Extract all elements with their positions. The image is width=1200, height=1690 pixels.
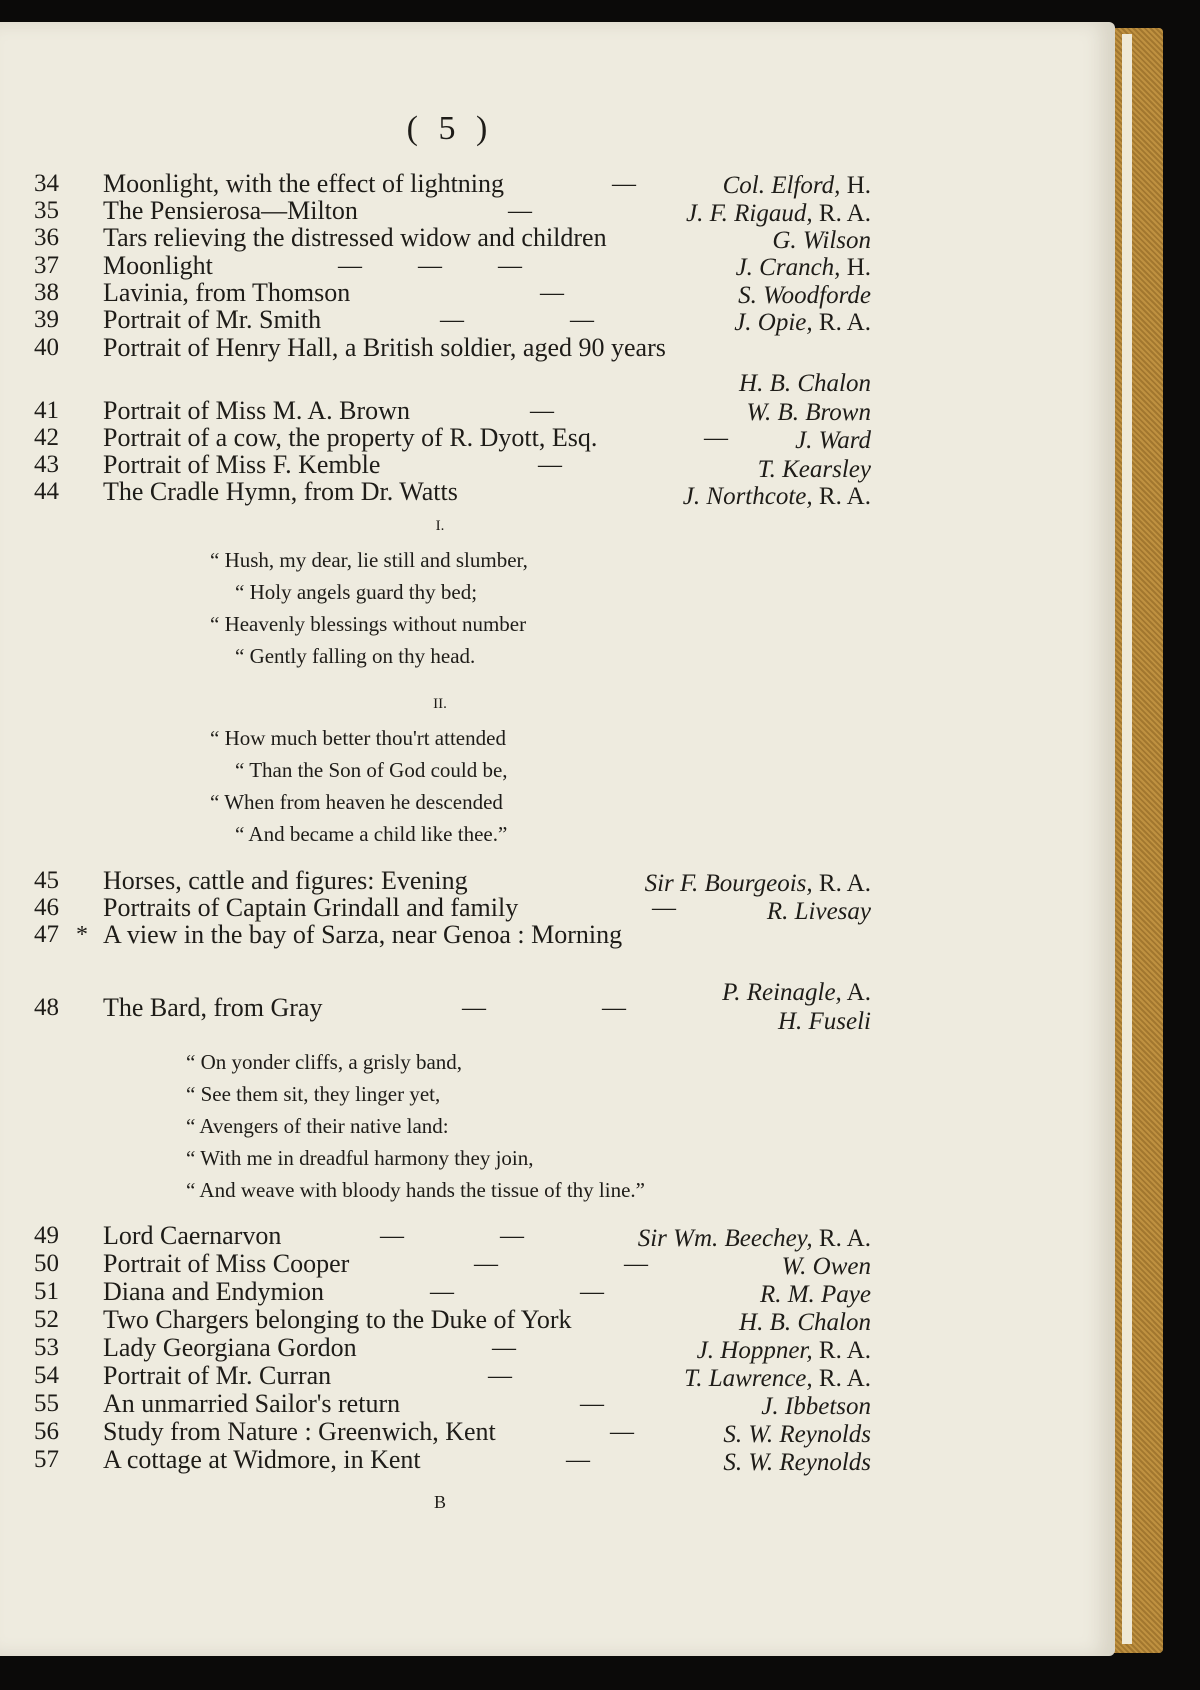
entry-number: 55 [34,1390,59,1417]
verse-line: “ And became a child like thee.” [235,822,508,846]
catalogue-entry [0,170,880,198]
entry-number: 52 [34,1306,59,1333]
entry-dashes: — [652,895,676,921]
entry-title: Portraits of Captain Grindall and family [103,893,519,922]
entry-dashes: — — [380,1223,524,1249]
entry-dashes: — [610,1419,634,1445]
entry-title: A cottage at Widmore, in Kent [103,1445,421,1474]
entry-artist: Sir F. Bourgeois, R. A. [644,870,871,897]
entry-title: A view in the bay of Sarza, near Genoa : Morning [103,920,623,949]
entry-dashes: — [580,1391,604,1417]
entry-number: 38 [34,279,59,306]
catalogue-entry [0,1278,880,1306]
entry-title: The Bard, from Gray [103,993,323,1022]
entry-title: Portrait of Miss F. Kemble [103,450,381,479]
entry-artist: S. W. Reynolds [723,1449,871,1476]
catalogue-entry [0,1306,880,1334]
stanza-number: II. [433,696,447,712]
entry-dashes: — [612,171,636,197]
entry-artist: S. Woodforde [738,282,871,309]
entry-artist: J. Ward [795,427,871,454]
catalogue-entry [0,1390,880,1418]
catalogue-entry [0,1446,880,1474]
entry-number: 45 [34,867,59,894]
signature-mark: B [433,1492,446,1512]
catalogue-entry [0,197,880,225]
entry-number: 51 [34,1278,59,1305]
entry-number: 46 [34,894,59,921]
catalogue-entry [0,450,880,483]
entry-artist: H. B. Chalon [739,370,871,397]
entry-title: Moonlight [103,251,213,280]
catalogue-entry [0,893,880,925]
catalogue-entry [0,920,880,1006]
entry-title: Portrait of Mr. Smith [103,305,322,334]
entry-artist: J. Opie, R. A. [734,309,871,336]
entry-number: 34 [34,170,59,197]
entry-number: 44 [34,478,59,505]
book-page [0,22,1115,1656]
entry-artist: S. W. Reynolds [723,1421,871,1448]
entry-number: 43 [34,451,59,478]
entry-dashes: — — [430,1279,604,1305]
entry-title: Portrait of a cow, the property of R. Dyott, Esq. [103,423,598,452]
entry-artist: G. Wilson [772,227,871,254]
entry-artist: T. Lawrence, R. A. [684,1365,871,1392]
verse-line: “ With me in dreadful harmony they join, [186,1146,534,1170]
page-number: ( 5 ) [406,110,494,147]
entry-number: 42 [34,424,59,451]
entry-artist: R. M. Paye [759,1281,871,1308]
entry-dashes: — — [474,1251,648,1277]
entry-dashes: — — [462,995,626,1021]
entry-number: 48 [34,994,59,1021]
entry-dashes: — [540,280,564,306]
entry-number: 56 [34,1418,59,1445]
entry-title: Lord Caernarvon [103,1221,282,1250]
catalogue-entry [0,306,880,334]
catalogue-entry [0,1418,880,1446]
entry-number: 36 [34,224,59,251]
verse-line: “ And weave with bloody hands the tissue of thy line.” [186,1178,645,1202]
entry-title: The Pensierosa—Milton [103,196,358,225]
catalogue-entry [0,477,880,510]
entry-artist: J. Ibbetson [761,1393,871,1420]
catalogue-entry [0,279,880,307]
entry-dashes: — [488,1363,512,1389]
entry-artist: P. Reinagle, A. [722,979,871,1006]
entry-asterisk: * [76,922,88,948]
verse-line: “ Holy angels guard thy bed; [235,580,478,604]
stanza-number: I. [435,518,445,534]
entry-title: Tars relieving the distressed widow and children [103,223,607,252]
entry-number: 39 [34,306,59,333]
entry-number: 53 [34,1334,59,1361]
entry-number: 49 [34,1222,59,1249]
entry-title: Moonlight, with the effect of lightning [103,169,505,198]
catalogue-entry [0,1250,880,1278]
entry-artist: J. Cranch, H. [735,254,871,281]
verse-line: “ Avengers of their native land: [186,1114,449,1138]
verse-line: “ Hush, my dear, lie still and slumber, [210,548,528,572]
catalogue-entry [0,1334,880,1362]
entry-title: Portrait of Henry Hall, a British soldier, aged 90 years [103,333,666,362]
entry-dashes: — [704,425,728,451]
entry-title: Lady Georgiana Gordon [103,1333,357,1362]
catalogue-entry [0,224,880,252]
entry-number: 41 [34,397,59,424]
entry-title: Lavinia, from Thomson [103,278,351,307]
verse-line: “ How much better thou'rt attended [210,726,506,750]
book-page-edges [1122,34,1132,1644]
entry-artist: R. Livesay [766,898,871,925]
catalogue-entry [0,993,880,1035]
entry-number: 50 [34,1250,59,1277]
entry-title: Portrait of Miss M. A. Brown [103,396,410,425]
entry-dashes: — — [440,307,594,333]
entry-artist: J. Northcote, R. A. [682,483,871,510]
verse-line: “ When from heaven he descended [210,790,503,814]
entry-title: Study from Nature : Greenwich, Kent [103,1417,496,1446]
entry-number: 54 [34,1362,59,1389]
entry-artist: Sir Wm. Beechey, R. A. [637,1225,871,1252]
entry-artist: J. F. Rigaud, R. A. [686,200,871,227]
catalogue-entry [0,397,880,425]
entry-dashes: — [530,398,554,424]
entry-number: 40 [34,334,59,361]
entry-dashes: — — — [338,253,522,279]
entry-dashes: — [538,452,562,478]
verse-line: “ Heavenly blessings without number [210,612,527,636]
entry-artist: W. B. Brown [746,399,871,426]
entry-dashes: — [508,198,532,224]
verse-line: “ Gently falling on thy head. [235,644,476,668]
entry-artist: W. Owen [781,1253,871,1280]
catalogue-entry [0,252,880,280]
catalogue-entry [0,424,880,452]
entry-title: The Cradle Hymn, from Dr. Watts [103,477,458,506]
entry-number: 37 [34,252,59,279]
catalogue-entry [0,867,880,895]
entry-title: Two Chargers belonging to the Duke of York [103,1305,572,1334]
entry-number: 57 [34,1446,59,1473]
entry-title: Portrait of Mr. Curran [103,1361,332,1390]
entry-title: An unmarried Sailor's return [103,1389,401,1418]
catalogue-entry [0,1362,880,1390]
entry-artist: T. Kearsley [757,456,871,483]
entry-artist: Col. Elford, H. [722,172,871,199]
verse-line: “ See them sit, they linger yet, [186,1082,441,1106]
catalogue-entry [0,333,880,397]
entry-artist: H. B. Chalon [739,1309,871,1336]
verse-line: “ Than the Son of God could be, [235,758,508,782]
entry-title: Portrait of Miss Cooper [103,1249,350,1278]
entry-number: 47 [34,921,59,948]
entry-artist: J. Hoppner, R. A. [696,1337,871,1364]
catalogue-entry [0,1222,880,1250]
entry-dashes: — [566,1447,590,1473]
entry-artist: H. Fuseli [777,1008,871,1035]
entry-dashes: — [492,1335,516,1361]
entry-title: Horses, cattle and figures: Evening [103,866,468,895]
entry-number: 35 [34,197,59,224]
verse-line: “ On yonder cliffs, a grisly band, [186,1050,463,1074]
entry-title: Diana and Endymion [103,1277,324,1306]
